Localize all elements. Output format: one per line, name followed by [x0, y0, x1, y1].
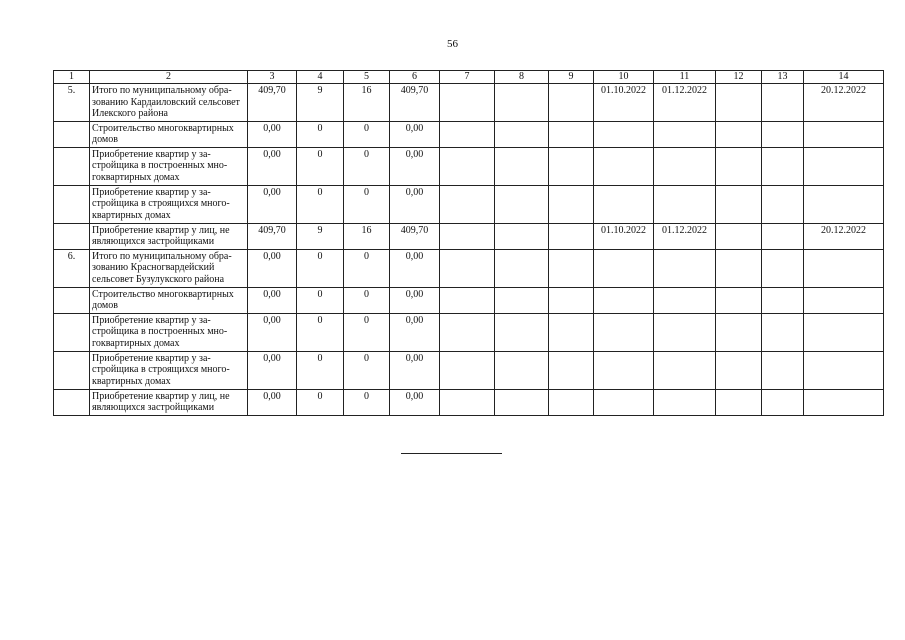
empty-cell [762, 389, 804, 415]
empty-cell [716, 121, 762, 147]
description-cell: Строительство многоквартирных домов [90, 121, 248, 147]
value-cell: 0,00 [248, 147, 297, 185]
value-cell [594, 249, 654, 287]
empty-cell [716, 185, 762, 223]
value-cell: 0,00 [390, 249, 440, 287]
row-number-cell [54, 313, 90, 351]
value-cell [594, 313, 654, 351]
empty-cell [762, 185, 804, 223]
value-cell: 0 [297, 185, 344, 223]
value-cell [594, 121, 654, 147]
column-header: 11 [654, 71, 716, 84]
empty-cell [549, 287, 594, 313]
description-cell: Приобретение квартир у за-стройщика в строящихся много-квартирных домах [90, 351, 248, 389]
empty-cell [762, 121, 804, 147]
value-cell: 20.12.2022 [804, 84, 884, 122]
empty-cell [495, 121, 549, 147]
empty-cell [440, 147, 495, 185]
value-cell: 0,00 [248, 249, 297, 287]
value-cell: 0 [344, 351, 390, 389]
empty-cell [440, 121, 495, 147]
value-cell: 409,70 [248, 223, 297, 249]
row-number-cell [54, 389, 90, 415]
empty-cell [495, 249, 549, 287]
value-cell: 0,00 [390, 287, 440, 313]
value-cell: 0 [344, 313, 390, 351]
value-cell: 0,00 [248, 351, 297, 389]
empty-cell [716, 313, 762, 351]
description-cell: Приобретение квартир у за-стройщика в строящихся много-квартирных домах [90, 185, 248, 223]
empty-cell [549, 223, 594, 249]
column-header: 12 [716, 71, 762, 84]
value-cell [804, 287, 884, 313]
empty-cell [762, 84, 804, 122]
page-number: 56 [447, 38, 458, 50]
empty-cell [549, 313, 594, 351]
table-row [54, 121, 884, 147]
value-cell: 0 [297, 351, 344, 389]
value-cell: 0 [297, 249, 344, 287]
value-cell: 0 [297, 389, 344, 415]
value-cell: 409,70 [390, 223, 440, 249]
value-cell [804, 389, 884, 415]
value-cell [654, 249, 716, 287]
empty-cell [549, 147, 594, 185]
column-header: 8 [495, 71, 549, 84]
row-number-cell [54, 287, 90, 313]
value-cell: 0 [297, 147, 344, 185]
empty-cell [549, 351, 594, 389]
column-header: 3 [248, 71, 297, 84]
value-cell: 0,00 [390, 389, 440, 415]
table-row [54, 84, 884, 122]
empty-cell [440, 185, 495, 223]
empty-cell [549, 249, 594, 287]
value-cell [804, 351, 884, 389]
value-cell: 0 [297, 287, 344, 313]
empty-cell [762, 351, 804, 389]
description-cell: Приобретение квартир у лиц, не являющихся застройщиками [90, 223, 248, 249]
table-row [54, 313, 884, 351]
value-cell: 01.10.2022 [594, 84, 654, 122]
description-cell: Итого по муниципальному обра-зованию Красногвардейский сельсовет Бузулукского района [90, 249, 248, 287]
column-header: 7 [440, 71, 495, 84]
empty-cell [549, 389, 594, 415]
value-cell: 0,00 [390, 313, 440, 351]
empty-cell [495, 185, 549, 223]
column-header: 14 [804, 71, 884, 84]
value-cell: 0 [297, 313, 344, 351]
value-cell: 0,00 [248, 185, 297, 223]
table-row [54, 147, 884, 185]
value-cell: 0,00 [390, 351, 440, 389]
value-cell: 01.12.2022 [654, 223, 716, 249]
value-cell [654, 147, 716, 185]
column-header: 5 [344, 71, 390, 84]
empty-cell [440, 351, 495, 389]
description-cell: Приобретение квартир у лиц, не являющихся застройщиками [90, 389, 248, 415]
value-cell: 0 [344, 185, 390, 223]
value-cell: 0 [344, 147, 390, 185]
value-cell [804, 313, 884, 351]
value-cell: 0,00 [390, 121, 440, 147]
value-cell [804, 249, 884, 287]
empty-cell [495, 287, 549, 313]
row-number-cell [54, 121, 90, 147]
empty-cell [440, 223, 495, 249]
value-cell: 0,00 [390, 185, 440, 223]
value-cell [654, 351, 716, 389]
value-cell: 0 [344, 287, 390, 313]
value-cell: 0 [344, 249, 390, 287]
empty-cell [440, 84, 495, 122]
empty-cell [495, 389, 549, 415]
row-number-cell: 6. [54, 249, 90, 287]
empty-cell [549, 185, 594, 223]
value-cell [654, 287, 716, 313]
empty-cell [762, 313, 804, 351]
empty-cell [440, 389, 495, 415]
value-cell: 0,00 [248, 287, 297, 313]
table-row [54, 223, 884, 249]
value-cell: 01.12.2022 [654, 84, 716, 122]
value-cell [654, 313, 716, 351]
value-cell [594, 389, 654, 415]
table-row [54, 389, 884, 415]
empty-cell [495, 84, 549, 122]
empty-cell [762, 287, 804, 313]
value-cell: 16 [344, 84, 390, 122]
column-header: 1 [54, 71, 90, 84]
row-number-cell [54, 351, 90, 389]
empty-cell [440, 313, 495, 351]
empty-cell [716, 147, 762, 185]
column-header: 10 [594, 71, 654, 84]
row-number-cell [54, 147, 90, 185]
row-number-cell [54, 223, 90, 249]
table-row [54, 249, 884, 287]
empty-cell [549, 84, 594, 122]
empty-cell [716, 287, 762, 313]
description-cell: Приобретение квартир у за-стройщика в построенных мно-гоквартирных домах [90, 313, 248, 351]
value-cell [594, 147, 654, 185]
empty-cell [716, 389, 762, 415]
value-cell: 0 [344, 389, 390, 415]
value-cell: 20.12.2022 [804, 223, 884, 249]
empty-cell [716, 351, 762, 389]
empty-cell [762, 223, 804, 249]
empty-cell [440, 287, 495, 313]
value-cell [594, 351, 654, 389]
description-cell: Итого по муниципальному обра-зованию Кардаиловский сельсовет Илекского района [90, 84, 248, 122]
description-cell: Приобретение квартир у за-стройщика в построенных мно-гоквартирных домах [90, 147, 248, 185]
column-header: 4 [297, 71, 344, 84]
value-cell: 01.10.2022 [594, 223, 654, 249]
value-cell: 0,00 [248, 121, 297, 147]
value-cell: 409,70 [248, 84, 297, 122]
value-cell [594, 287, 654, 313]
row-number-cell: 5. [54, 84, 90, 122]
column-number-row [54, 71, 884, 84]
value-cell: 0,00 [248, 313, 297, 351]
description-cell: Строительство многоквартирных домов [90, 287, 248, 313]
empty-cell [495, 147, 549, 185]
value-cell [804, 185, 884, 223]
value-cell [654, 185, 716, 223]
empty-cell [762, 249, 804, 287]
value-cell: 0,00 [248, 389, 297, 415]
empty-cell [716, 223, 762, 249]
empty-cell [716, 249, 762, 287]
value-cell: 0,00 [390, 147, 440, 185]
housing-program-table [53, 70, 884, 416]
empty-cell [495, 313, 549, 351]
value-cell: 409,70 [390, 84, 440, 122]
value-cell: 9 [297, 84, 344, 122]
end-separator-line [401, 453, 502, 454]
value-cell [804, 147, 884, 185]
table-row [54, 287, 884, 313]
column-header: 9 [549, 71, 594, 84]
empty-cell [762, 147, 804, 185]
value-cell: 16 [344, 223, 390, 249]
value-cell [654, 121, 716, 147]
column-header: 2 [90, 71, 248, 84]
value-cell [804, 121, 884, 147]
value-cell [594, 185, 654, 223]
empty-cell [440, 249, 495, 287]
empty-cell [549, 121, 594, 147]
value-cell: 0 [344, 121, 390, 147]
column-header: 6 [390, 71, 440, 84]
value-cell [654, 389, 716, 415]
empty-cell [495, 351, 549, 389]
value-cell: 0 [297, 121, 344, 147]
row-number-cell [54, 185, 90, 223]
empty-cell [495, 223, 549, 249]
table-row [54, 185, 884, 223]
column-header: 13 [762, 71, 804, 84]
value-cell: 9 [297, 223, 344, 249]
table-row [54, 351, 884, 389]
empty-cell [716, 84, 762, 122]
